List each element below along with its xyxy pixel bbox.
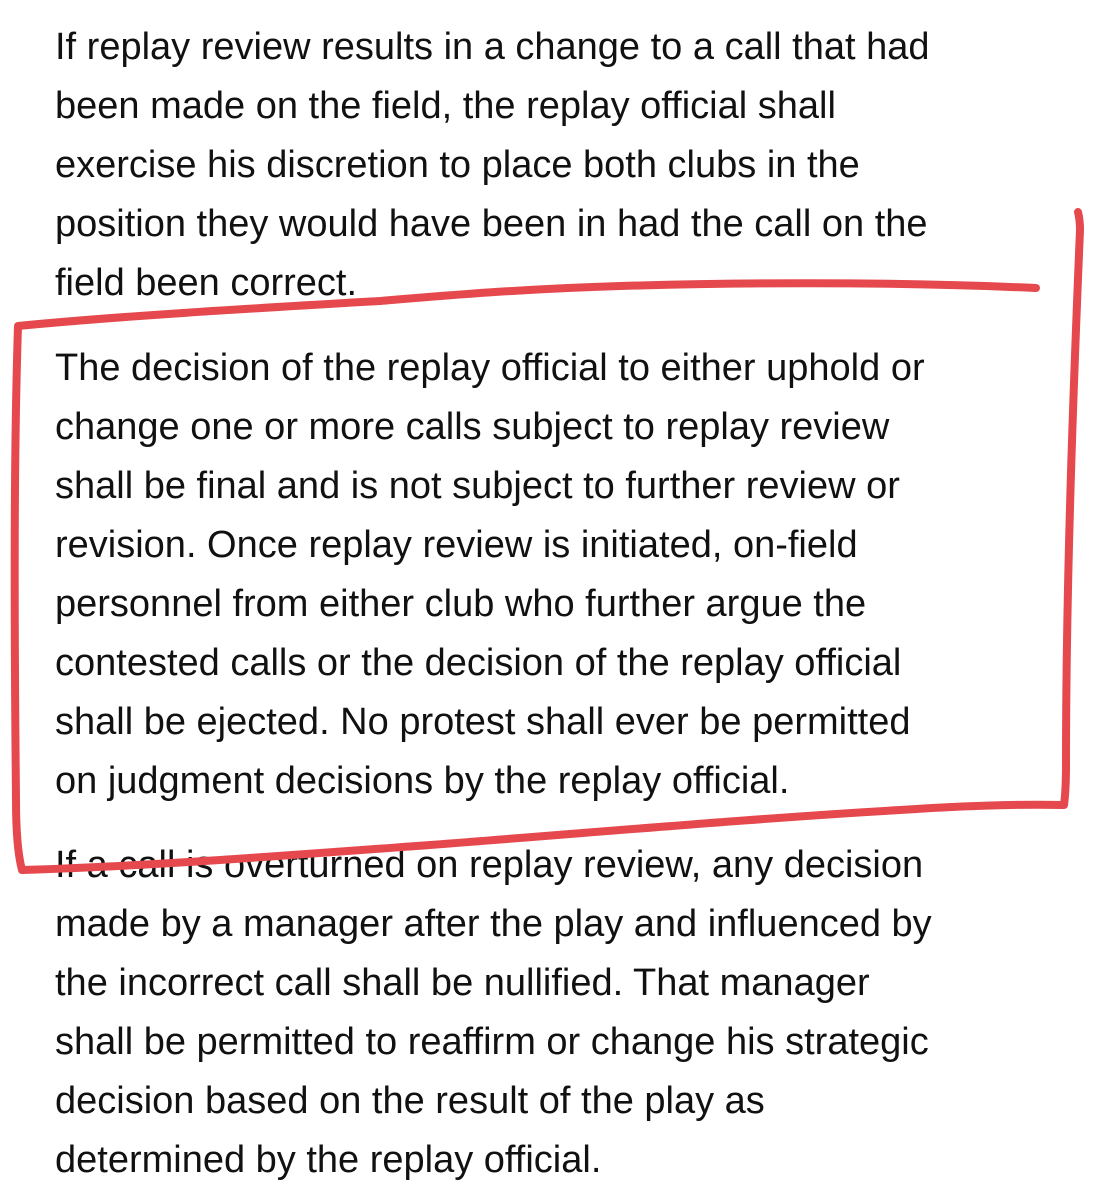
text-line: been made on the field, the replay official shall xyxy=(55,85,836,127)
text-line: change one or more calls subject to replay review xyxy=(55,406,890,448)
text-line: on judgment decisions by the replay official. xyxy=(55,760,790,802)
text-line: shall be ejected. No protest shall ever be permitted xyxy=(55,701,911,743)
text-line: revision. Once replay review is initiated, on-field xyxy=(55,524,858,566)
text-line: If replay review results in a change to a call that had xyxy=(55,26,930,68)
paragraph-overturned-call xyxy=(55,836,1095,1190)
text-line: field been correct. xyxy=(55,262,358,304)
text-line: made by a manager after the play and influenced by xyxy=(55,903,932,945)
text-line: contested calls or the decision of the replay official xyxy=(55,642,902,684)
text-line: determined by the replay official. xyxy=(55,1139,602,1181)
text-line: shall be final and is not subject to further review or xyxy=(55,465,900,507)
text-line: the incorrect call shall be nullified. That manager xyxy=(55,962,870,1004)
text-line: decision based on the result of the play as xyxy=(55,1080,765,1122)
text-line: exercise his discretion to place both clubs in the xyxy=(55,144,860,186)
paragraph-final-decision xyxy=(55,339,1095,811)
text-line: The decision of the replay official to either uphold or xyxy=(55,347,925,389)
paragraph-call-change xyxy=(55,18,1095,313)
text-line: personnel from either club who further argue the xyxy=(55,583,867,625)
text-line: shall be permitted to reaffirm or change his strategic xyxy=(55,1021,929,1063)
text-line: If a call is overturned on replay review, any decision xyxy=(55,844,924,886)
text-line: position they would have been in had the call on the xyxy=(55,203,928,245)
